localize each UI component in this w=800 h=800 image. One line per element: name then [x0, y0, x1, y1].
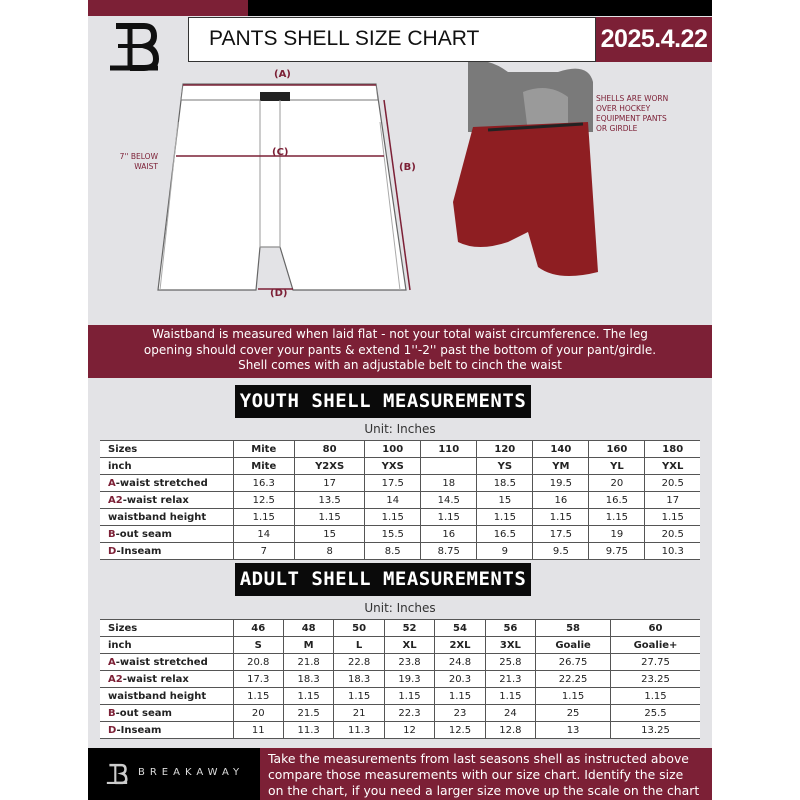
table-cell: 19.3 [384, 671, 434, 688]
row-label [100, 509, 233, 526]
label-b: (B) [399, 162, 416, 173]
table-cell: Goalie [536, 637, 611, 654]
hockey-pants-photo [453, 62, 598, 276]
row-label-letter: B [108, 707, 116, 719]
row-label-text: waistband height [108, 511, 207, 523]
table-cell: 15 [477, 492, 533, 509]
brand-name: BREAKAWAY [138, 767, 245, 778]
table-row [100, 654, 700, 671]
table-cell: 14 [365, 492, 421, 509]
row-label [100, 543, 233, 560]
table-cell: 21.5 [283, 705, 333, 722]
table-cell: 12.8 [485, 722, 535, 739]
date-badge: 2025.4.22 [596, 17, 712, 62]
table-cell: 15 [295, 526, 365, 543]
table-cell: 23.8 [384, 654, 434, 671]
table-cell: 9.5 [533, 543, 589, 560]
table-cell: 21.3 [485, 671, 535, 688]
youth-size-table [100, 440, 700, 560]
table-cell: 1.15 [477, 509, 533, 526]
row-label-letter: B [108, 528, 116, 540]
row-label-text: inch [108, 639, 132, 651]
table-cell: YS [477, 458, 533, 475]
row-label-letter: A [108, 477, 116, 489]
table-row [100, 620, 700, 637]
table-cell: 21 [334, 705, 384, 722]
row-label [100, 654, 233, 671]
top-bar [88, 0, 712, 16]
table-cell: 48 [283, 620, 333, 637]
table-row [100, 509, 700, 526]
table-cell: 27.75 [610, 654, 700, 671]
table-cell: 80 [295, 441, 365, 458]
table-cell: 16.3 [233, 475, 295, 492]
breakaway-logo-small-icon [106, 762, 128, 786]
table-cell: 21.8 [283, 654, 333, 671]
table-cell: 16 [533, 492, 589, 509]
table-cell: 54 [435, 620, 485, 637]
top-bar-accent [88, 0, 248, 16]
table-cell: 1.15 [295, 509, 365, 526]
table-cell: 11 [233, 722, 283, 739]
footer-line: on the chart, if you need a larger size move up the scale on the chart [268, 783, 700, 798]
table-cell: YXS [365, 458, 421, 475]
waist-note: 7'' BELOW WAIST [119, 152, 158, 171]
footer-line: compare those measurements with our size chart. Identify the size [268, 767, 684, 782]
table-cell: YL [589, 458, 645, 475]
table-cell: 22.8 [334, 654, 384, 671]
table-cell: 8.75 [421, 543, 477, 560]
table-cell: 100 [365, 441, 421, 458]
table-cell: 3XL [485, 637, 535, 654]
footer-brand [88, 748, 260, 800]
row-label-text: -Inseam [116, 545, 162, 557]
table-row [100, 722, 700, 739]
row-label-text: -waist stretched [115, 656, 208, 668]
row-label-text: -Inseam [116, 724, 162, 736]
table-cell: 18.5 [477, 475, 533, 492]
shell-note: SHELLS ARE WORN OVER HOCKEY EQUIPMENT PANTS OR GIRDLE [596, 94, 669, 133]
table-cell: 17 [295, 475, 365, 492]
table-cell: 18.3 [283, 671, 333, 688]
table-row [100, 458, 700, 475]
row-label [100, 492, 233, 509]
table-cell: 12 [384, 722, 434, 739]
table-cell: 110 [421, 441, 477, 458]
title-box [188, 17, 596, 62]
row-label [100, 671, 233, 688]
table-cell: 52 [384, 620, 434, 637]
row-label-text: waistband height [108, 690, 207, 702]
table-row [100, 492, 700, 509]
row-label-letter: A2 [108, 494, 123, 506]
table-cell: 23.25 [610, 671, 700, 688]
row-label [100, 688, 233, 705]
table-cell: YM [533, 458, 589, 475]
table-row [100, 441, 700, 458]
table-cell: 1.15 [421, 509, 477, 526]
row-label [100, 475, 233, 492]
table-cell: 22.25 [536, 671, 611, 688]
table-cell: 20.8 [233, 654, 283, 671]
label-a: (A) [274, 69, 291, 80]
table-cell: 20.5 [645, 475, 700, 492]
adult-size-table [100, 619, 700, 739]
table-cell: 10.3 [645, 543, 700, 560]
row-label-text: inch [108, 460, 132, 472]
table-cell: 1.15 [435, 688, 485, 705]
row-label [100, 722, 233, 739]
table-cell: 56 [485, 620, 535, 637]
table-cell: 20 [233, 705, 283, 722]
table-cell: 18 [421, 475, 477, 492]
table-cell: 180 [645, 441, 700, 458]
table-cell: 1.15 [589, 509, 645, 526]
table-cell: 24.8 [435, 654, 485, 671]
footer-line: Take the measurements from last seasons shell as instructed above [268, 751, 689, 766]
table-row [100, 475, 700, 492]
table-cell: S [233, 637, 283, 654]
table-cell: 1.15 [536, 688, 611, 705]
table-cell: L [334, 637, 384, 654]
table-cell: 19 [589, 526, 645, 543]
table-row [100, 543, 700, 560]
table-cell: 1.15 [233, 688, 283, 705]
table-cell: 13.25 [610, 722, 700, 739]
row-label-text: -waist relax [122, 673, 189, 685]
table-cell: 14.5 [421, 492, 477, 509]
row-label [100, 458, 233, 475]
row-label-letter: D [108, 724, 117, 736]
table-cell: Mite [233, 458, 295, 475]
table-cell: 160 [589, 441, 645, 458]
table-cell: 8 [295, 543, 365, 560]
table-cell: XL [384, 637, 434, 654]
table-cell: 19.5 [533, 475, 589, 492]
table-cell: 14 [233, 526, 295, 543]
table-cell: 16.5 [589, 492, 645, 509]
table-cell: 24 [485, 705, 535, 722]
table-cell: 1.15 [610, 688, 700, 705]
instructions-line: Waistband is measured when laid flat - not your total waist circumference. The leg [152, 327, 648, 341]
table-cell: 12.5 [233, 492, 295, 509]
table-cell: 1.15 [283, 688, 333, 705]
table-cell: M [283, 637, 333, 654]
table-cell: 16 [421, 526, 477, 543]
table-cell: 18.3 [334, 671, 384, 688]
table-row [100, 671, 700, 688]
adult-section-title: ADULT SHELL MEASUREMENTS [235, 563, 531, 596]
row-label-letter: A2 [108, 673, 123, 685]
table-cell: 15.5 [365, 526, 421, 543]
table-cell: 58 [536, 620, 611, 637]
table-cell: 20.5 [645, 526, 700, 543]
table-cell: 17.5 [365, 475, 421, 492]
table-cell: 2XL [435, 637, 485, 654]
table-cell: 16.5 [477, 526, 533, 543]
table-cell: 1.15 [334, 688, 384, 705]
table-cell: 7 [233, 543, 295, 560]
table-cell: 46 [233, 620, 283, 637]
row-label-text: -out seam [115, 707, 172, 719]
table-cell: 120 [477, 441, 533, 458]
label-d: (D) [270, 288, 288, 299]
row-label-text: Sizes [108, 443, 138, 455]
row-label-text: -waist stretched [115, 477, 208, 489]
row-label [100, 620, 233, 637]
table-cell: 60 [610, 620, 700, 637]
table-cell: 25 [536, 705, 611, 722]
table-cell: Y2XS [295, 458, 365, 475]
table-cell: 1.15 [384, 688, 434, 705]
row-label-letter: D [108, 545, 117, 557]
page-title: PANTS SHELL SIZE CHART [209, 27, 480, 50]
row-label [100, 637, 233, 654]
row-label [100, 705, 233, 722]
table-cell: 25.8 [485, 654, 535, 671]
table-row [100, 705, 700, 722]
row-label [100, 526, 233, 543]
table-row [100, 688, 700, 705]
table-cell: Goalie+ [610, 637, 700, 654]
row-label-letter: A [108, 656, 116, 668]
youth-section-title: YOUTH SHELL MEASUREMENTS [235, 385, 531, 418]
adult-unit: Unit: Inches [364, 601, 436, 615]
table-cell: 17.5 [533, 526, 589, 543]
instructions-band [88, 325, 712, 378]
table-cell: 1.15 [233, 509, 295, 526]
instructions-line: opening should cover your pants & extend 1''-2'' past the bottom of your pant/girdle. [143, 342, 657, 357]
table-cell: 11.3 [283, 722, 333, 739]
footer-instructions [260, 748, 712, 800]
table-cell: 23 [435, 705, 485, 722]
table-cell: 1.15 [485, 688, 535, 705]
table-cell: 12.5 [435, 722, 485, 739]
row-label-text: Sizes [108, 622, 138, 634]
table-cell: 140 [533, 441, 589, 458]
table-cell: 20 [589, 475, 645, 492]
table-cell: 8.5 [365, 543, 421, 560]
table-cell: 17.3 [233, 671, 283, 688]
table-row [100, 637, 700, 654]
table-cell: Mite [233, 441, 295, 458]
table-cell: 9 [477, 543, 533, 560]
table-cell: 13 [536, 722, 611, 739]
table-cell [421, 458, 477, 475]
table-cell: 9.75 [589, 543, 645, 560]
table-cell: YXL [645, 458, 700, 475]
table-cell: 50 [334, 620, 384, 637]
table-cell: 20.3 [435, 671, 485, 688]
table-row [100, 526, 700, 543]
table-cell: 1.15 [365, 509, 421, 526]
row-label-text: -waist relax [122, 494, 189, 506]
table-cell: 1.15 [645, 509, 700, 526]
table-cell: 1.15 [533, 509, 589, 526]
instructions-line: Shell comes with an adjustable belt to cinch the waist [238, 358, 562, 372]
table-cell: 17 [645, 492, 700, 509]
youth-unit: Unit: Inches [364, 422, 436, 436]
row-label [100, 441, 233, 458]
table-cell: 13.5 [295, 492, 365, 509]
table-cell: 25.5 [610, 705, 700, 722]
table-cell: 11.3 [334, 722, 384, 739]
label-c: (C) [272, 147, 289, 158]
table-cell: 26.75 [536, 654, 611, 671]
shorts-diagram [88, 62, 712, 325]
size-chart-page [88, 0, 712, 800]
row-label-text: -out seam [115, 528, 172, 540]
table-cell: 22.3 [384, 705, 434, 722]
